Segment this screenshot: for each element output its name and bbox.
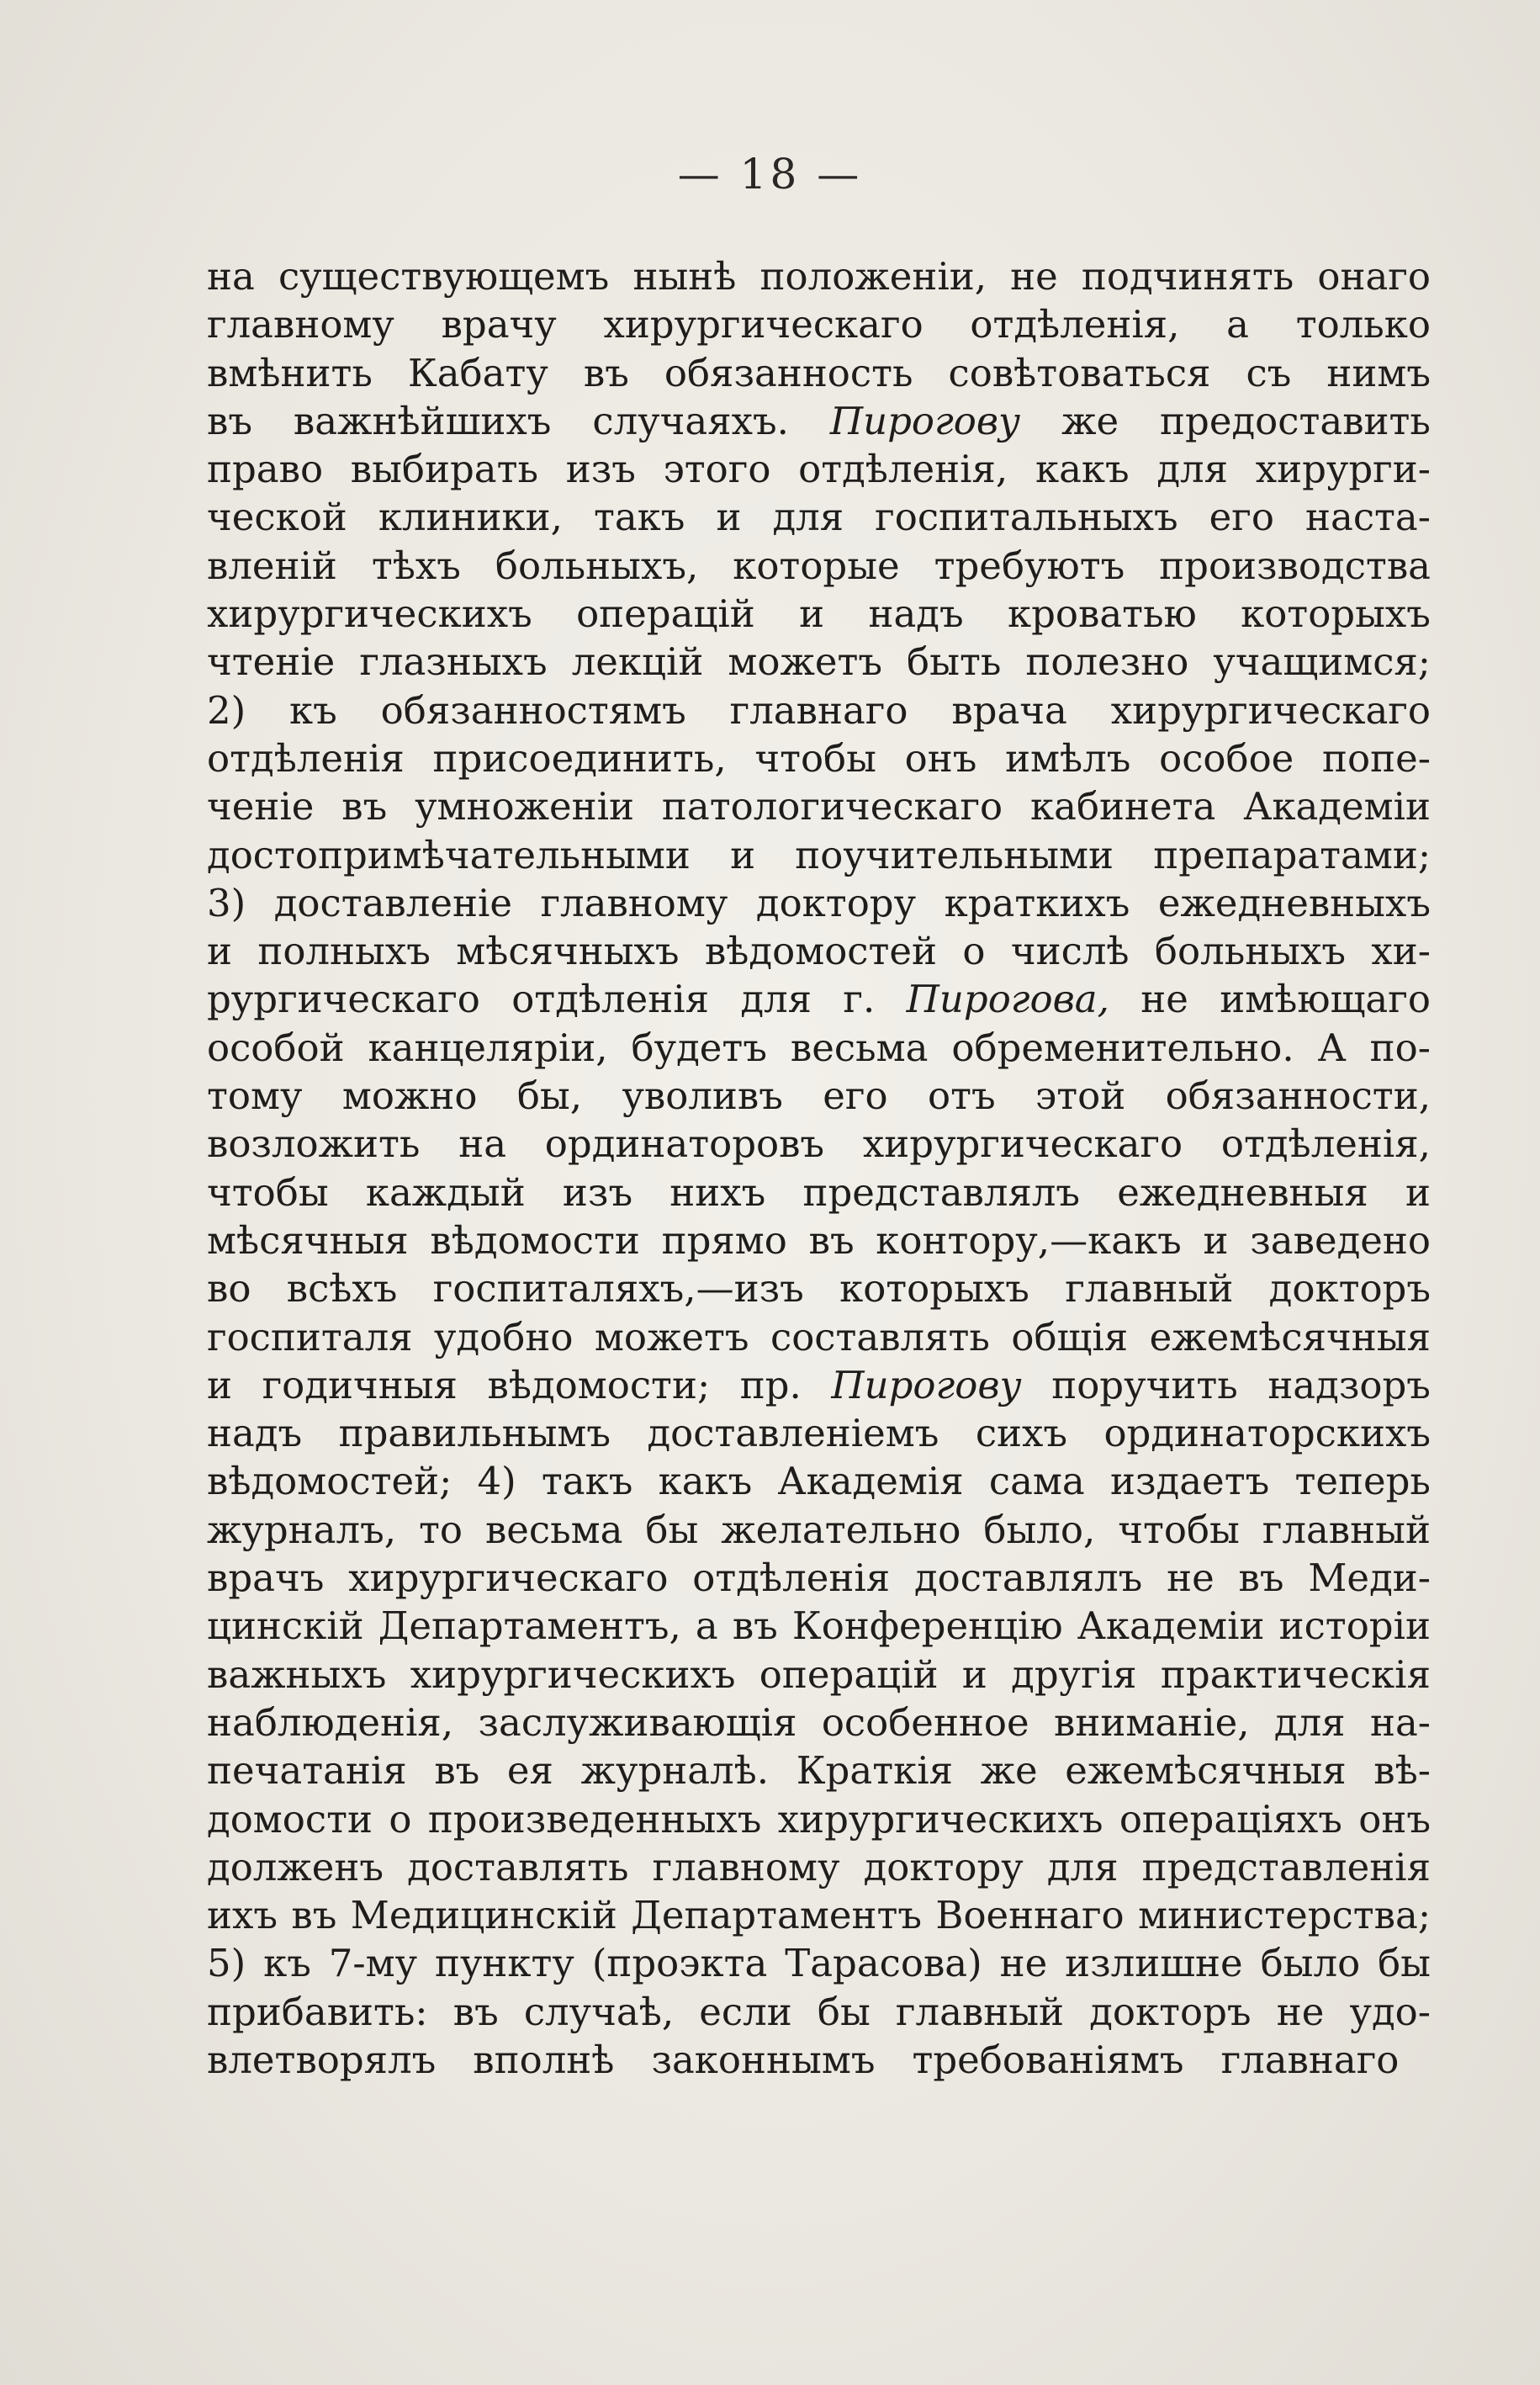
word: бы,: [516, 1073, 583, 1119]
text-line: [207, 542, 1431, 590]
word: заслуживающiя: [478, 1699, 797, 1745]
word: вленiй: [207, 543, 337, 588]
word: прибавить:: [207, 1989, 428, 2034]
word: о: [389, 1796, 412, 1842]
page-number: — 18 —: [677, 150, 863, 199]
word: его: [823, 1073, 888, 1119]
word: которыхъ: [1241, 591, 1431, 637]
word: (проэкта: [591, 1941, 768, 1986]
word: клиники,: [378, 495, 563, 540]
word: препаратами;: [1153, 832, 1431, 877]
word: пункту: [434, 1941, 574, 1986]
word: въ: [808, 1217, 855, 1263]
word: въ: [291, 1893, 337, 1938]
word: теперь: [1294, 1459, 1431, 1504]
word: такъ: [541, 1459, 633, 1504]
word: исторiи: [1278, 1603, 1431, 1649]
text-line: [207, 1843, 1431, 1891]
word: 2): [207, 687, 246, 733]
word: главному: [540, 880, 728, 925]
word: на-: [1369, 1699, 1431, 1745]
word: ежемѣсячныя: [1065, 1748, 1347, 1794]
word: 3): [207, 880, 246, 925]
word: госпиталяхъ,—изъ: [432, 1266, 804, 1312]
word: вмѣнить: [207, 350, 373, 395]
word: пр.: [739, 1362, 802, 1407]
word: прямо: [661, 1217, 787, 1263]
text-line: [207, 1361, 1431, 1409]
word: вполнѣ: [473, 2037, 615, 2082]
text-line: [207, 1746, 1431, 1794]
word: не: [1140, 977, 1188, 1022]
word: хирургическихъ: [777, 1796, 1103, 1842]
word: общiя: [1011, 1314, 1129, 1359]
word: которыхъ: [839, 1266, 1029, 1312]
word: мѣсячныхъ: [456, 929, 680, 974]
word: обязанность: [664, 350, 913, 395]
word: умноженiи: [415, 784, 635, 829]
word: въ: [732, 1603, 778, 1649]
word: составлять: [770, 1314, 990, 1359]
word: госпиталя: [207, 1314, 413, 1359]
word: журналѣ.: [580, 1748, 770, 1794]
word: произведенныхъ: [427, 1796, 762, 1842]
word: для: [1273, 1699, 1346, 1745]
word: больныхъ: [1154, 929, 1347, 974]
word: онъ: [904, 735, 977, 781]
word: обязанности,: [1165, 1073, 1431, 1119]
text-line: [207, 686, 1431, 734]
word: кабинета: [1030, 784, 1216, 829]
word: вѣдомостей;: [207, 1459, 452, 1504]
word: на: [458, 1121, 507, 1167]
text-line: [207, 1169, 1431, 1216]
word: въ: [341, 784, 388, 829]
word: кроватью: [1007, 591, 1197, 637]
text-line: [207, 975, 1431, 1023]
text-line: [207, 1024, 1431, 1072]
word: врачу: [441, 302, 557, 347]
word: Меди-: [1308, 1556, 1431, 1601]
text-line: [207, 2036, 1431, 2084]
word: по-: [1369, 1025, 1431, 1070]
word: вѣдомости: [430, 1217, 640, 1263]
word: главный: [1065, 1266, 1234, 1312]
word: онъ: [1358, 1796, 1431, 1842]
word: главному: [652, 1844, 840, 1889]
word: хирургическихъ: [207, 591, 532, 637]
word: требуютъ: [934, 543, 1125, 588]
word: предоставить: [1160, 398, 1431, 443]
word: поручить: [1051, 1362, 1238, 1407]
word: министерства;: [1138, 1893, 1431, 1938]
word: Департаментъ,: [378, 1603, 681, 1649]
word: врача: [951, 687, 1067, 733]
text-line: [207, 782, 1431, 830]
word: обременительно.: [951, 1025, 1294, 1070]
word: бы: [1378, 1941, 1431, 1986]
word: Пирогову: [829, 398, 1021, 443]
word: отдѣленiя: [511, 977, 710, 1022]
word: сихъ: [975, 1411, 1068, 1456]
word: представленiя: [1141, 1844, 1431, 1889]
word: годичныя: [262, 1362, 458, 1407]
word: Военнаго: [935, 1893, 1125, 1938]
word: представлялъ: [802, 1169, 1081, 1215]
word: долженъ: [207, 1844, 384, 1889]
word: ежемѣсячныя: [1149, 1314, 1431, 1359]
word: и: [799, 591, 825, 637]
word: къ: [289, 687, 337, 733]
word: чтобы: [1118, 1507, 1240, 1552]
text-line: [207, 1795, 1431, 1843]
word: быть: [907, 639, 1002, 685]
text-line: [207, 349, 1431, 397]
word: изъ: [562, 1169, 633, 1215]
text-line: [207, 1409, 1431, 1457]
word: А: [1317, 1025, 1347, 1070]
word: доставлять: [407, 1844, 629, 1889]
word: патологическаго: [661, 784, 1003, 829]
word: доктору: [755, 880, 917, 925]
word: врачъ: [207, 1556, 325, 1601]
text-line: [207, 1506, 1431, 1554]
word: въ: [1238, 1556, 1284, 1601]
word: производства: [1159, 543, 1431, 588]
word: Академiи: [1077, 1603, 1265, 1649]
word: влетворялъ: [207, 2037, 437, 2082]
word: издаетъ: [1109, 1459, 1270, 1504]
word: доставленiе: [273, 880, 512, 925]
word: тѣхъ: [371, 543, 461, 588]
word: заведено: [1250, 1217, 1431, 1263]
word: Конференцiю: [791, 1603, 1063, 1649]
word: уволивъ: [622, 1073, 783, 1119]
word: хирурги-: [1255, 447, 1431, 492]
word: поучительными: [795, 832, 1114, 877]
word: удо-: [1349, 1989, 1431, 2034]
word: его: [1209, 495, 1274, 540]
text-line: [207, 1216, 1431, 1264]
text-line: [207, 397, 1431, 445]
word: сама: [988, 1459, 1085, 1504]
word: подчинять: [1081, 254, 1294, 299]
word: другiя: [1011, 1651, 1137, 1697]
text-line: [207, 1072, 1431, 1120]
word: имѣющаго: [1220, 977, 1431, 1022]
word: домости: [207, 1796, 373, 1842]
word: требованiямъ: [912, 2037, 1184, 2082]
word: хирургическаго: [1110, 687, 1431, 733]
word: главнаго: [729, 687, 908, 733]
word: положенiи,: [759, 254, 987, 299]
word: отдѣленiя,: [798, 447, 1008, 492]
text-line: [207, 879, 1431, 927]
word: не: [1167, 1556, 1215, 1601]
word: журналъ,: [207, 1507, 397, 1552]
word: больныхъ,: [495, 543, 699, 588]
word: удобно: [434, 1314, 574, 1359]
word: глазныхъ: [359, 639, 548, 685]
word: этого: [663, 447, 771, 492]
word: отдѣленiя: [692, 1556, 891, 1601]
word: наблюденiя,: [207, 1699, 454, 1745]
word: 5): [207, 1941, 246, 1986]
word: практическiя: [1160, 1651, 1431, 1697]
word: Тарасова): [785, 1941, 982, 1986]
word: хирургическаго: [348, 1556, 669, 1601]
word: онаго: [1317, 254, 1431, 299]
word: случаѣ,: [523, 1989, 675, 2034]
word: къ: [263, 1941, 311, 1986]
word: докторъ: [1268, 1266, 1431, 1312]
text-line: [207, 734, 1431, 782]
word: можетъ: [728, 639, 883, 685]
word: весьма: [790, 1025, 929, 1070]
text-line: [207, 1699, 1431, 1746]
word: нихъ: [669, 1169, 766, 1215]
word: если: [699, 1989, 792, 2034]
word: чтобы: [754, 735, 876, 781]
text-line: [207, 638, 1431, 686]
word: и: [1405, 1169, 1431, 1215]
word: было,: [983, 1507, 1096, 1552]
word: было: [1260, 1941, 1361, 1986]
word: вѣдомостей: [704, 929, 938, 974]
word: же: [1061, 398, 1119, 443]
word: числѣ: [1010, 929, 1130, 974]
word: наста-: [1305, 495, 1431, 540]
word: которые: [733, 543, 900, 588]
word: важныхъ: [207, 1651, 387, 1697]
word: не: [1010, 254, 1058, 299]
word: полныхъ: [257, 929, 431, 974]
word: Пирогову: [831, 1362, 1022, 1407]
word: доставлялъ: [913, 1556, 1143, 1601]
word: для: [1046, 1844, 1119, 1889]
word: главному: [207, 302, 394, 347]
word: не: [999, 1941, 1048, 1986]
word: хирургическаго: [862, 1121, 1183, 1167]
word: только: [1295, 302, 1431, 347]
word: какъ: [1035, 447, 1130, 492]
word: Медицинскiй: [350, 1893, 617, 1938]
word: Краткiя: [796, 1748, 953, 1794]
word: ческой: [207, 495, 347, 540]
word: для: [740, 977, 812, 1022]
word: ежедневныя: [1117, 1169, 1368, 1215]
word: контору,—какъ: [876, 1217, 1182, 1263]
word: же: [980, 1748, 1038, 1794]
word: Пирогова,: [906, 977, 1109, 1022]
word: канцелярiи,: [368, 1025, 608, 1070]
word: въ: [583, 350, 629, 395]
word: возложить: [207, 1121, 421, 1167]
text-line: [207, 590, 1431, 638]
word: для: [772, 495, 844, 540]
word: можетъ: [594, 1314, 749, 1359]
word: Кабату: [407, 350, 548, 395]
word: въ: [434, 1748, 480, 1794]
text-line: [207, 493, 1431, 541]
word: не: [1276, 1989, 1325, 2034]
word: о: [962, 929, 986, 974]
word: законнымъ: [651, 2037, 876, 2082]
word: на: [207, 254, 255, 299]
word: ея: [506, 1748, 553, 1794]
word: доктору: [863, 1844, 1024, 1889]
word: доставленiемъ: [647, 1411, 939, 1456]
word: весьма: [484, 1507, 623, 1552]
word: отъ: [927, 1073, 996, 1119]
text-line: [207, 927, 1431, 975]
word: главнаго: [1220, 2037, 1400, 2082]
word: ежедневныхъ: [1157, 880, 1431, 925]
word: надъ: [868, 591, 964, 637]
word: этой: [1035, 1073, 1126, 1119]
word: отдѣленiя,: [1220, 1121, 1431, 1167]
text-line: [207, 445, 1431, 493]
text-line: [207, 1554, 1431, 1602]
word: надзоръ: [1267, 1362, 1431, 1407]
word: Академiи: [1243, 784, 1431, 829]
body-text: [207, 252, 1431, 2084]
word: надъ: [207, 1411, 303, 1456]
word: нынѣ: [632, 254, 737, 299]
word: въ: [452, 1989, 499, 2034]
word: то: [418, 1507, 463, 1552]
word: и: [207, 929, 232, 974]
text-line: [207, 1313, 1431, 1361]
word: хи-: [1371, 929, 1431, 974]
word: и: [1203, 1217, 1229, 1263]
word: печатанiя: [207, 1748, 407, 1794]
text-line: [207, 252, 1431, 300]
word: и: [207, 1362, 232, 1407]
text-line: [207, 1891, 1431, 1939]
word: изъ: [565, 447, 636, 492]
word: полезно: [1025, 639, 1189, 685]
word: особое: [1159, 735, 1294, 781]
word: вѣдомости;: [487, 1362, 711, 1407]
word: хирургическихъ: [410, 1651, 736, 1697]
text-line: [207, 1602, 1431, 1650]
word: г.: [843, 977, 876, 1022]
text-line: [207, 300, 1431, 348]
text-line: [207, 1264, 1431, 1312]
word: и: [716, 495, 742, 540]
word: бы: [645, 1507, 699, 1552]
word: обязанностямъ: [380, 687, 686, 733]
word: докторъ: [1089, 1989, 1252, 2034]
word: чтобы: [207, 1169, 329, 1215]
word: каждый: [365, 1169, 526, 1215]
word: правильнымъ: [338, 1411, 611, 1456]
word: главный: [1262, 1507, 1431, 1552]
word: для: [1156, 447, 1229, 492]
word: операцiяхъ: [1119, 1796, 1342, 1842]
word: бы: [817, 1989, 871, 2034]
word: выбирать: [350, 447, 539, 492]
word: а: [695, 1603, 718, 1649]
word: какъ: [658, 1459, 753, 1504]
word: попе-: [1322, 735, 1431, 781]
word: присоединить,: [432, 735, 727, 781]
word: особой: [207, 1025, 345, 1070]
word: главный: [895, 1989, 1065, 2034]
word: случаяхъ.: [592, 398, 789, 443]
word: съ: [1246, 350, 1292, 395]
word: хирургическаго: [603, 302, 923, 347]
word: операцiй: [576, 591, 755, 637]
word: и: [730, 832, 756, 877]
word: госпитальныхъ: [875, 495, 1178, 540]
word: желательно: [721, 1507, 961, 1552]
text-line: [207, 1120, 1431, 1168]
text-line: [207, 1939, 1431, 1987]
word: ихъ: [207, 1893, 278, 1938]
word: 4): [477, 1459, 516, 1504]
word: ординаторскихъ: [1103, 1411, 1431, 1456]
word: ординаторовъ: [544, 1121, 825, 1167]
word: 7-му: [328, 1941, 418, 1986]
text-line: [207, 1988, 1431, 2036]
word: рургическаго: [207, 977, 480, 1022]
word: а: [1226, 302, 1250, 347]
word: будетъ: [631, 1025, 767, 1070]
word: лекцiй: [571, 639, 704, 685]
word: ченiе: [207, 784, 315, 829]
word: Департаментъ: [631, 1893, 922, 1938]
text-line: [207, 1651, 1431, 1699]
word: и: [961, 1651, 987, 1697]
word: въ: [207, 398, 252, 443]
word: вниманiе,: [1054, 1699, 1250, 1745]
word: во: [207, 1266, 251, 1312]
word: совѣтоваться: [948, 350, 1211, 395]
word: операцiй: [759, 1651, 939, 1697]
word: отдѣленiя,: [970, 302, 1180, 347]
word: краткихъ: [944, 880, 1130, 925]
word: нимъ: [1326, 350, 1431, 395]
word: всѣхъ: [286, 1266, 398, 1312]
word: право: [207, 447, 324, 492]
word: Академiя: [777, 1459, 964, 1504]
word: существующемъ: [278, 254, 610, 299]
text-line: [207, 831, 1431, 879]
word: можно: [341, 1073, 478, 1119]
word: цинскiй: [207, 1603, 364, 1649]
word: такъ: [593, 495, 685, 540]
word: вѣ-: [1373, 1748, 1431, 1794]
word: достопримѣчательными: [207, 832, 691, 877]
word: чтенiе: [207, 639, 336, 685]
word: отдѣленiя: [207, 735, 405, 781]
word: важнѣйшихъ: [293, 398, 552, 443]
word: учащимся;: [1213, 639, 1431, 685]
word: имѣлъ: [1005, 735, 1131, 781]
word: тому: [207, 1073, 303, 1119]
word: особенное: [821, 1699, 1029, 1745]
word: излишне: [1065, 1941, 1243, 1986]
text-line: [207, 1457, 1431, 1505]
word: мѣсячныя: [207, 1217, 409, 1263]
